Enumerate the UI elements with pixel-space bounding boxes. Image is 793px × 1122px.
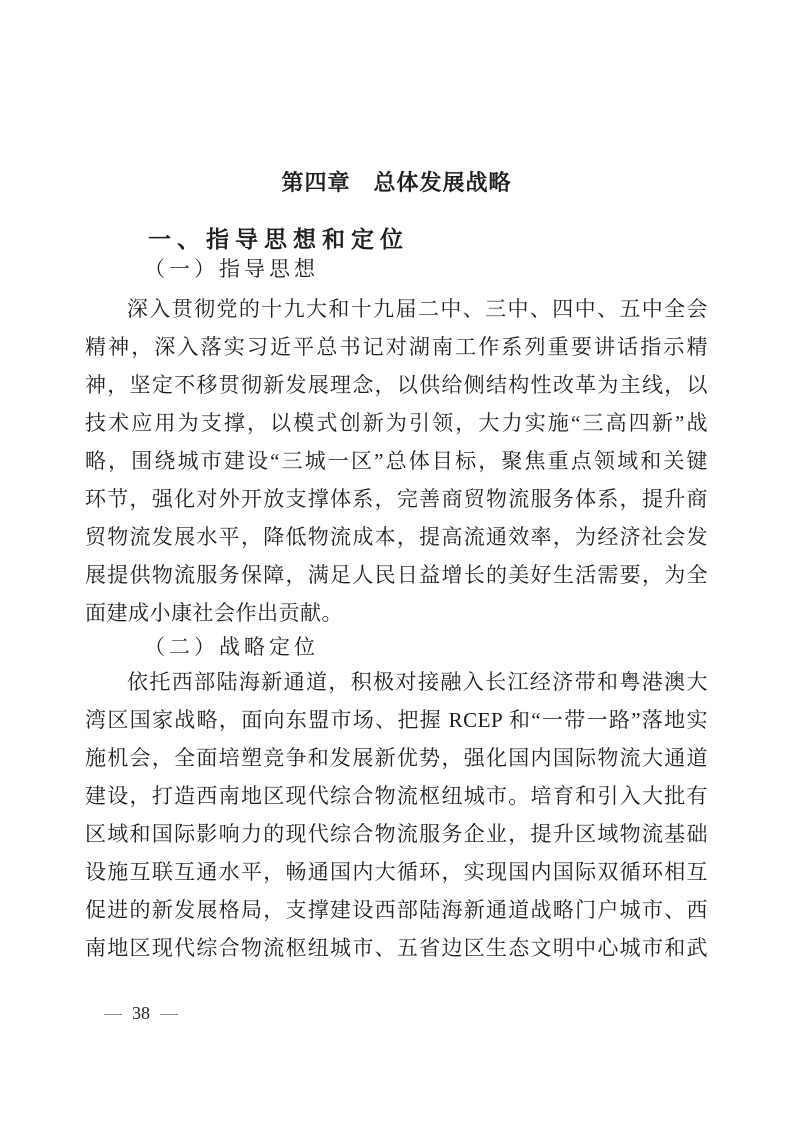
paragraph-1-line: 深入贯彻党的十九大和十九届二中、三中、四中、五中全会 <box>127 297 708 321</box>
paragraph-1-line: 精神，深入落实习近平总书记对湖南工作系列重要讲话指示精 <box>85 335 708 359</box>
section-heading: 一、指导思想和定位 <box>148 226 409 252</box>
chapter-title: 第四章 总体发展战略 <box>281 170 512 195</box>
paragraph-2-line: 依托西部陆海新通道，积极对接融入长江经济带和粤港澳大 <box>127 670 708 694</box>
paragraph-1-line: 环节，强化对外开放支撑体系，完善商贸物流服务体系，提升商 <box>85 487 708 511</box>
paragraph-2 <box>85 663 708 967</box>
page-footer <box>104 1002 178 1024</box>
subsection-2-heading: （二）战略定位 <box>144 635 319 659</box>
paragraph-1-line: 技术应用为支撑，以模式创新为引领，大力实施“三高四新”战 <box>85 411 708 435</box>
paragraph-1 <box>85 290 708 632</box>
footer-right-dash: — <box>160 1003 178 1023</box>
paragraph-2-line: 建设，打造西南地区现代综合物流枢纽城市。培育和引入大批有 <box>85 784 708 808</box>
paragraph-2-line: 南地区现代综合物流枢纽城市、五省边区生态文明中心城市和武 <box>85 936 708 960</box>
paragraph-2-line: 湾区国家战略，面向东盟市场、把握 RCEP 和“一带一路”落地实 <box>85 708 708 732</box>
subsection-1-heading: （一）指导思想 <box>144 257 319 281</box>
paragraph-2-line: 设施互联互通水平，畅通国内大循环，实现国内国际双循环相互 <box>85 860 708 884</box>
page-number: 38 <box>132 1003 150 1023</box>
paragraph-2-line: 促进的新发展格局，支撑建设西部陆海新通道战略门户城市、西 <box>85 898 708 922</box>
footer-left-dash: — <box>104 1003 122 1023</box>
paragraph-2-line: 区域和国际影响力的现代综合物流服务企业，提升区域物流基础 <box>85 822 708 846</box>
paragraph-1-line: 面建成小康社会作出贡献。 <box>85 601 343 625</box>
paragraph-1-line: 神，坚定不移贯彻新发展理念，以供给侧结构性改革为主线，以 <box>85 373 708 397</box>
paragraph-1-line: 略，围绕城市建设“三城一区”总体目标，聚焦重点领域和关键 <box>85 449 708 473</box>
paragraph-1-line: 展提供物流服务保障，满足人民日益增长的美好生活需要，为全 <box>85 563 708 587</box>
paragraph-2-line: 施机会，全面培塑竞争和发展新优势，强化国内国际物流大通道 <box>85 746 708 770</box>
paragraph-1-line: 贸物流发展水平，降低物流成本，提高流通效率，为经济社会发 <box>85 525 708 549</box>
